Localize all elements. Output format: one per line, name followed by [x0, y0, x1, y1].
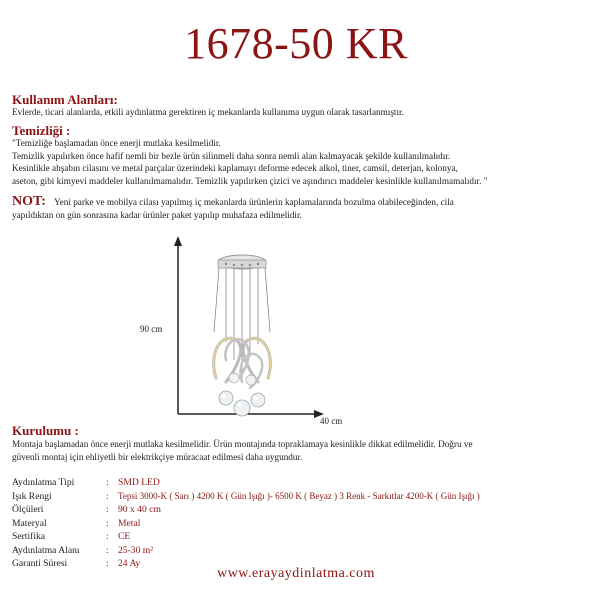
spec-label: Aydınlatma Alanı	[12, 544, 80, 556]
spec-separator: :	[106, 531, 109, 542]
installation-heading: Kurulumu :	[12, 423, 79, 438]
product-title: 1678-50 KR	[184, 19, 408, 68]
cleaning-line: Temizlik yapılırken önce hafif nemli bir bezle ürün silinmeli daha sonra nemli alan kalmayacak şekilde kullanılmalıdır.	[12, 150, 451, 161]
note-line1: Yeni parke ve mobilya cilası yapılmış iç mekanlarda ürünlerin kaplamalarında bozulma olabileceğinden, cila	[53, 197, 454, 207]
spec-row	[12, 530, 587, 544]
note-line2: yapıldıktan on gün sonrasına kadar ürünler paket yapılıp muhafaza edilmelidir.	[12, 210, 302, 220]
spec-row	[12, 490, 587, 504]
usage-text: Evlerde, ticari alanlarda, etkili aydınlatma gerektiren iç mekanlarda kullanıma uygun olarak tasarlanmıştır.	[12, 107, 404, 117]
spec-row	[12, 503, 587, 517]
spec-label: Sertifika	[12, 531, 46, 542]
spec-label: Ölçüleri	[12, 504, 44, 515]
product-diagram	[130, 232, 370, 428]
spec-separator: :	[106, 558, 109, 569]
spec-separator: :	[106, 490, 109, 502]
cleaning-text	[12, 137, 487, 187]
note-block	[12, 192, 454, 210]
note-heading: NOT:	[12, 194, 46, 209]
spec-value: 24 Ay	[118, 558, 141, 569]
arrow-up-icon	[174, 236, 182, 246]
spec-value: Tepsi 3000-K ( Sarı ) 4200 K ( Gün Işığı )- 6500 K ( Beyaz ) 3 Renk - Sarkıtlar 4200-K ( Gün Işığı )	[118, 490, 480, 501]
spec-label: Aydınlatma Tipi	[12, 477, 75, 488]
spec-separator: :	[106, 477, 109, 488]
cleaning-line: aseton, gibi kimyevi maddeler kullanılmamalıdır. Temizlik yapılırken çizici ve aşındırıcı maddeler kesinlikle kullanılmamalıdır. "	[12, 175, 488, 186]
spec-label: Materyal	[12, 517, 47, 529]
spec-value: CE	[118, 531, 131, 542]
spec-row	[12, 544, 587, 558]
installation-line1: Montaja başlamadan önce enerji mutlaka kesilmelidir. Ürün montajında topraklamaya kesinlikle dikkat edilmelidir. Doğru ve	[12, 439, 473, 449]
spec-label: Işık Rengi	[12, 490, 52, 502]
spec-value: Metal	[118, 517, 141, 529]
usage-heading: Kullanım Alanları:	[12, 92, 118, 107]
height-label: 90 cm	[140, 324, 163, 334]
spec-separator: :	[106, 504, 109, 515]
spec-separator: :	[106, 544, 109, 556]
spec-value: SMD LED	[118, 477, 160, 488]
spec-separator: :	[106, 517, 109, 529]
spec-table	[12, 476, 587, 576]
spec-row	[12, 476, 587, 490]
spec-row	[12, 517, 587, 531]
cleaning-line: "Temizliğe başlamadan önce enerji mutlaka kesilmelidir.	[12, 138, 221, 148]
cleaning-line: Kesinlikle ahşabın cilasını ve metal parçalar üzerindeki kaplamayı deforme edecek alkol, tiner, camsil, deterjan, kolonya,	[12, 163, 458, 174]
spec-value: 25-30 m²	[118, 544, 154, 556]
width-label: 40 cm	[320, 416, 343, 426]
installation-line2: güvenli montaj için ehliyetli bir elektrikçiye müracaat edilmesi daha uygundur.	[12, 452, 303, 462]
spec-value: 90 x 40 cm	[118, 504, 161, 515]
cleaning-heading: Temizliği :	[12, 123, 71, 138]
website-link[interactable]: www.erayaydinlatma.com	[217, 566, 375, 581]
spec-label: Garanti Süresi	[12, 558, 68, 569]
